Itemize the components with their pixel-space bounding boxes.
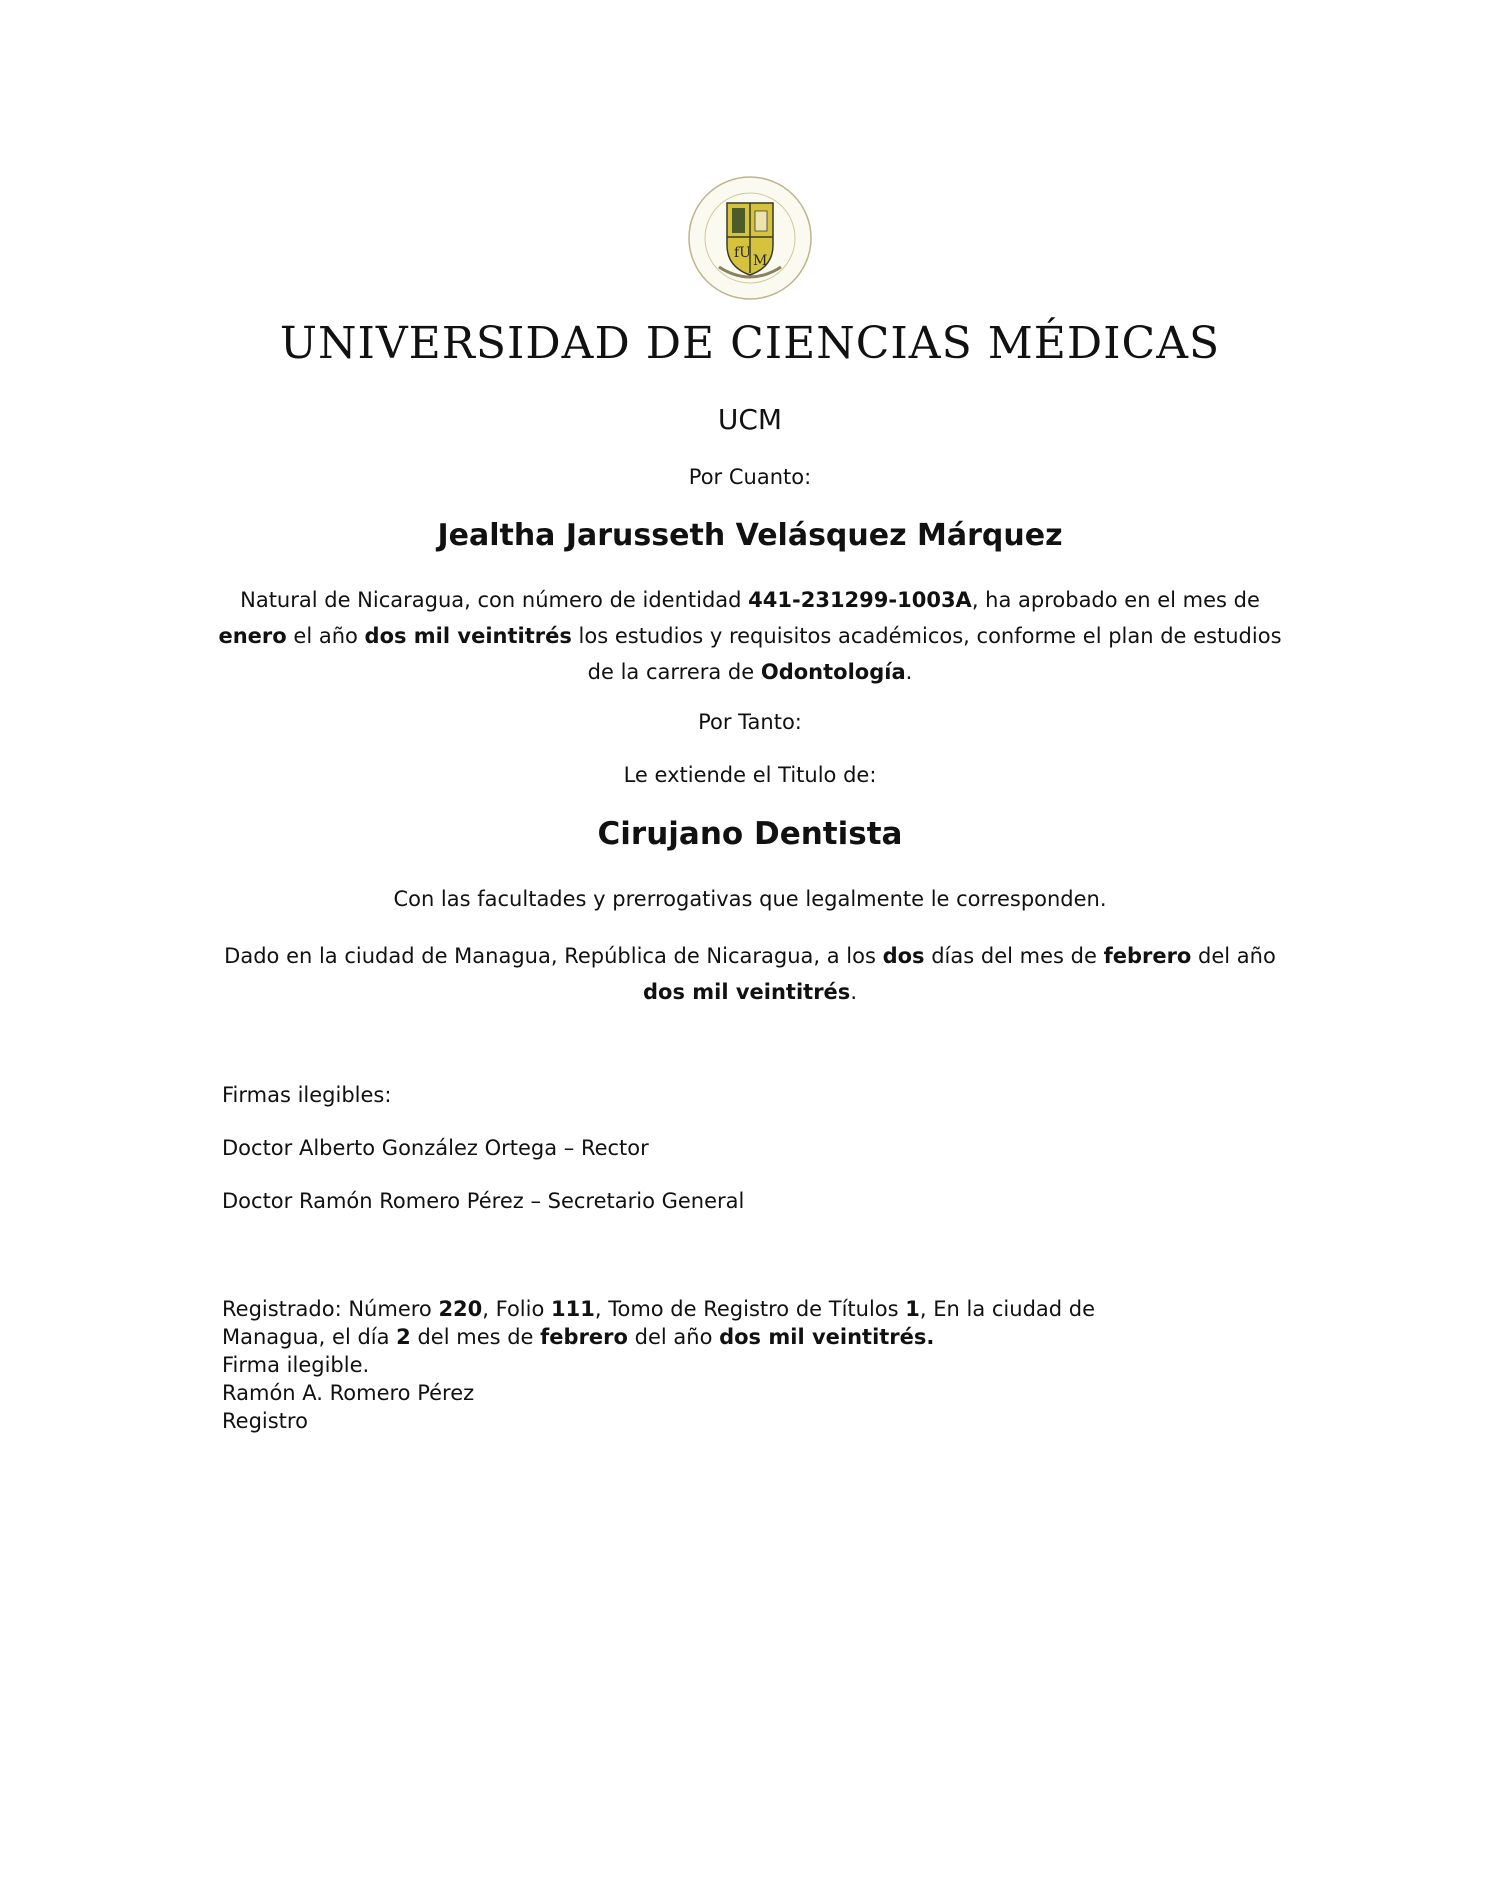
svg-text:fU: fU <box>734 245 751 261</box>
registration-month: febrero <box>540 1325 628 1349</box>
registration-text: del año <box>627 1325 720 1349</box>
registration-year: dos mil veintitrés. <box>719 1325 935 1349</box>
issue-text: Dado en la ciudad de Managua, República de Nicaragua, a los <box>224 944 883 968</box>
approval-text: el año <box>286 624 365 648</box>
registration-number: 220 <box>438 1297 483 1321</box>
issue-text: . <box>850 980 857 1004</box>
registration-text: Registrado: Número <box>222 1297 439 1321</box>
approval-text: . <box>905 660 913 684</box>
approval-year: dos mil veintitrés <box>364 624 572 648</box>
whereas-label: Por Cuanto: <box>688 465 812 489</box>
issue-text: del año <box>1191 944 1276 968</box>
university-title: UNIVERSIDAD DE CIENCIAS MÉDICAS <box>279 318 1221 369</box>
issue-text: días del mes de <box>924 944 1104 968</box>
signatures-label: Firmas ilegibles: <box>222 1083 392 1107</box>
registrar-name: Ramón A. Romero Pérez <box>222 1381 475 1405</box>
university-seal-icon <box>687 175 813 301</box>
approval-text: los estudios y requisitos académicos, conforme el plan de estudios de la carrera de <box>571 624 1282 684</box>
issue-date-paragraph <box>215 938 1285 1010</box>
grants-label: Le extiende el Titulo de: <box>623 763 877 787</box>
identity-number: 441-231299-1003A <box>748 588 972 612</box>
degree-title: Cirujano Dentista <box>597 816 903 852</box>
issue-month: febrero <box>1103 944 1192 968</box>
career-name: Odontología <box>760 660 906 684</box>
registration-text: , Folio <box>482 1297 552 1321</box>
registration-signature-note: Firma ilegible. <box>222 1353 370 1377</box>
approval-text: , ha aprobado en el mes de <box>971 588 1260 612</box>
issue-year: dos mil veintitrés <box>642 980 851 1004</box>
graduate-name: Jealtha Jarusseth Velásquez Márquez <box>437 518 1063 553</box>
approval-paragraph <box>215 582 1285 690</box>
registration-entry <box>222 1295 1142 1351</box>
svg-text:M: M <box>753 253 768 269</box>
registration-folio: 111 <box>551 1297 595 1321</box>
approval-text: Natural de Nicaragua, con número de identidad <box>240 588 749 612</box>
registration-day: 2 <box>396 1325 411 1349</box>
registration-text: del mes de <box>410 1325 541 1349</box>
secretary-signature: Doctor Ramón Romero Pérez – Secretario General <box>222 1189 745 1213</box>
faculties-text: Con las facultades y prerrogativas que legalmente le corresponden. <box>393 887 1107 911</box>
registration-text: , En la ciudad de Managua, el día <box>222 1297 1096 1349</box>
therefore-label: Por Tanto: <box>698 710 802 734</box>
rector-signature: Doctor Alberto González Ortega – Rector <box>222 1136 649 1160</box>
university-abbreviation: UCM <box>717 403 783 436</box>
registration-text: , Tomo de Registro de Títulos <box>594 1297 906 1321</box>
issue-day: dos <box>882 944 925 968</box>
registration-tomo: 1 <box>905 1297 920 1321</box>
registration-block <box>222 1295 1142 1435</box>
approval-month: enero <box>218 624 287 648</box>
registrar-title: Registro <box>222 1409 308 1433</box>
